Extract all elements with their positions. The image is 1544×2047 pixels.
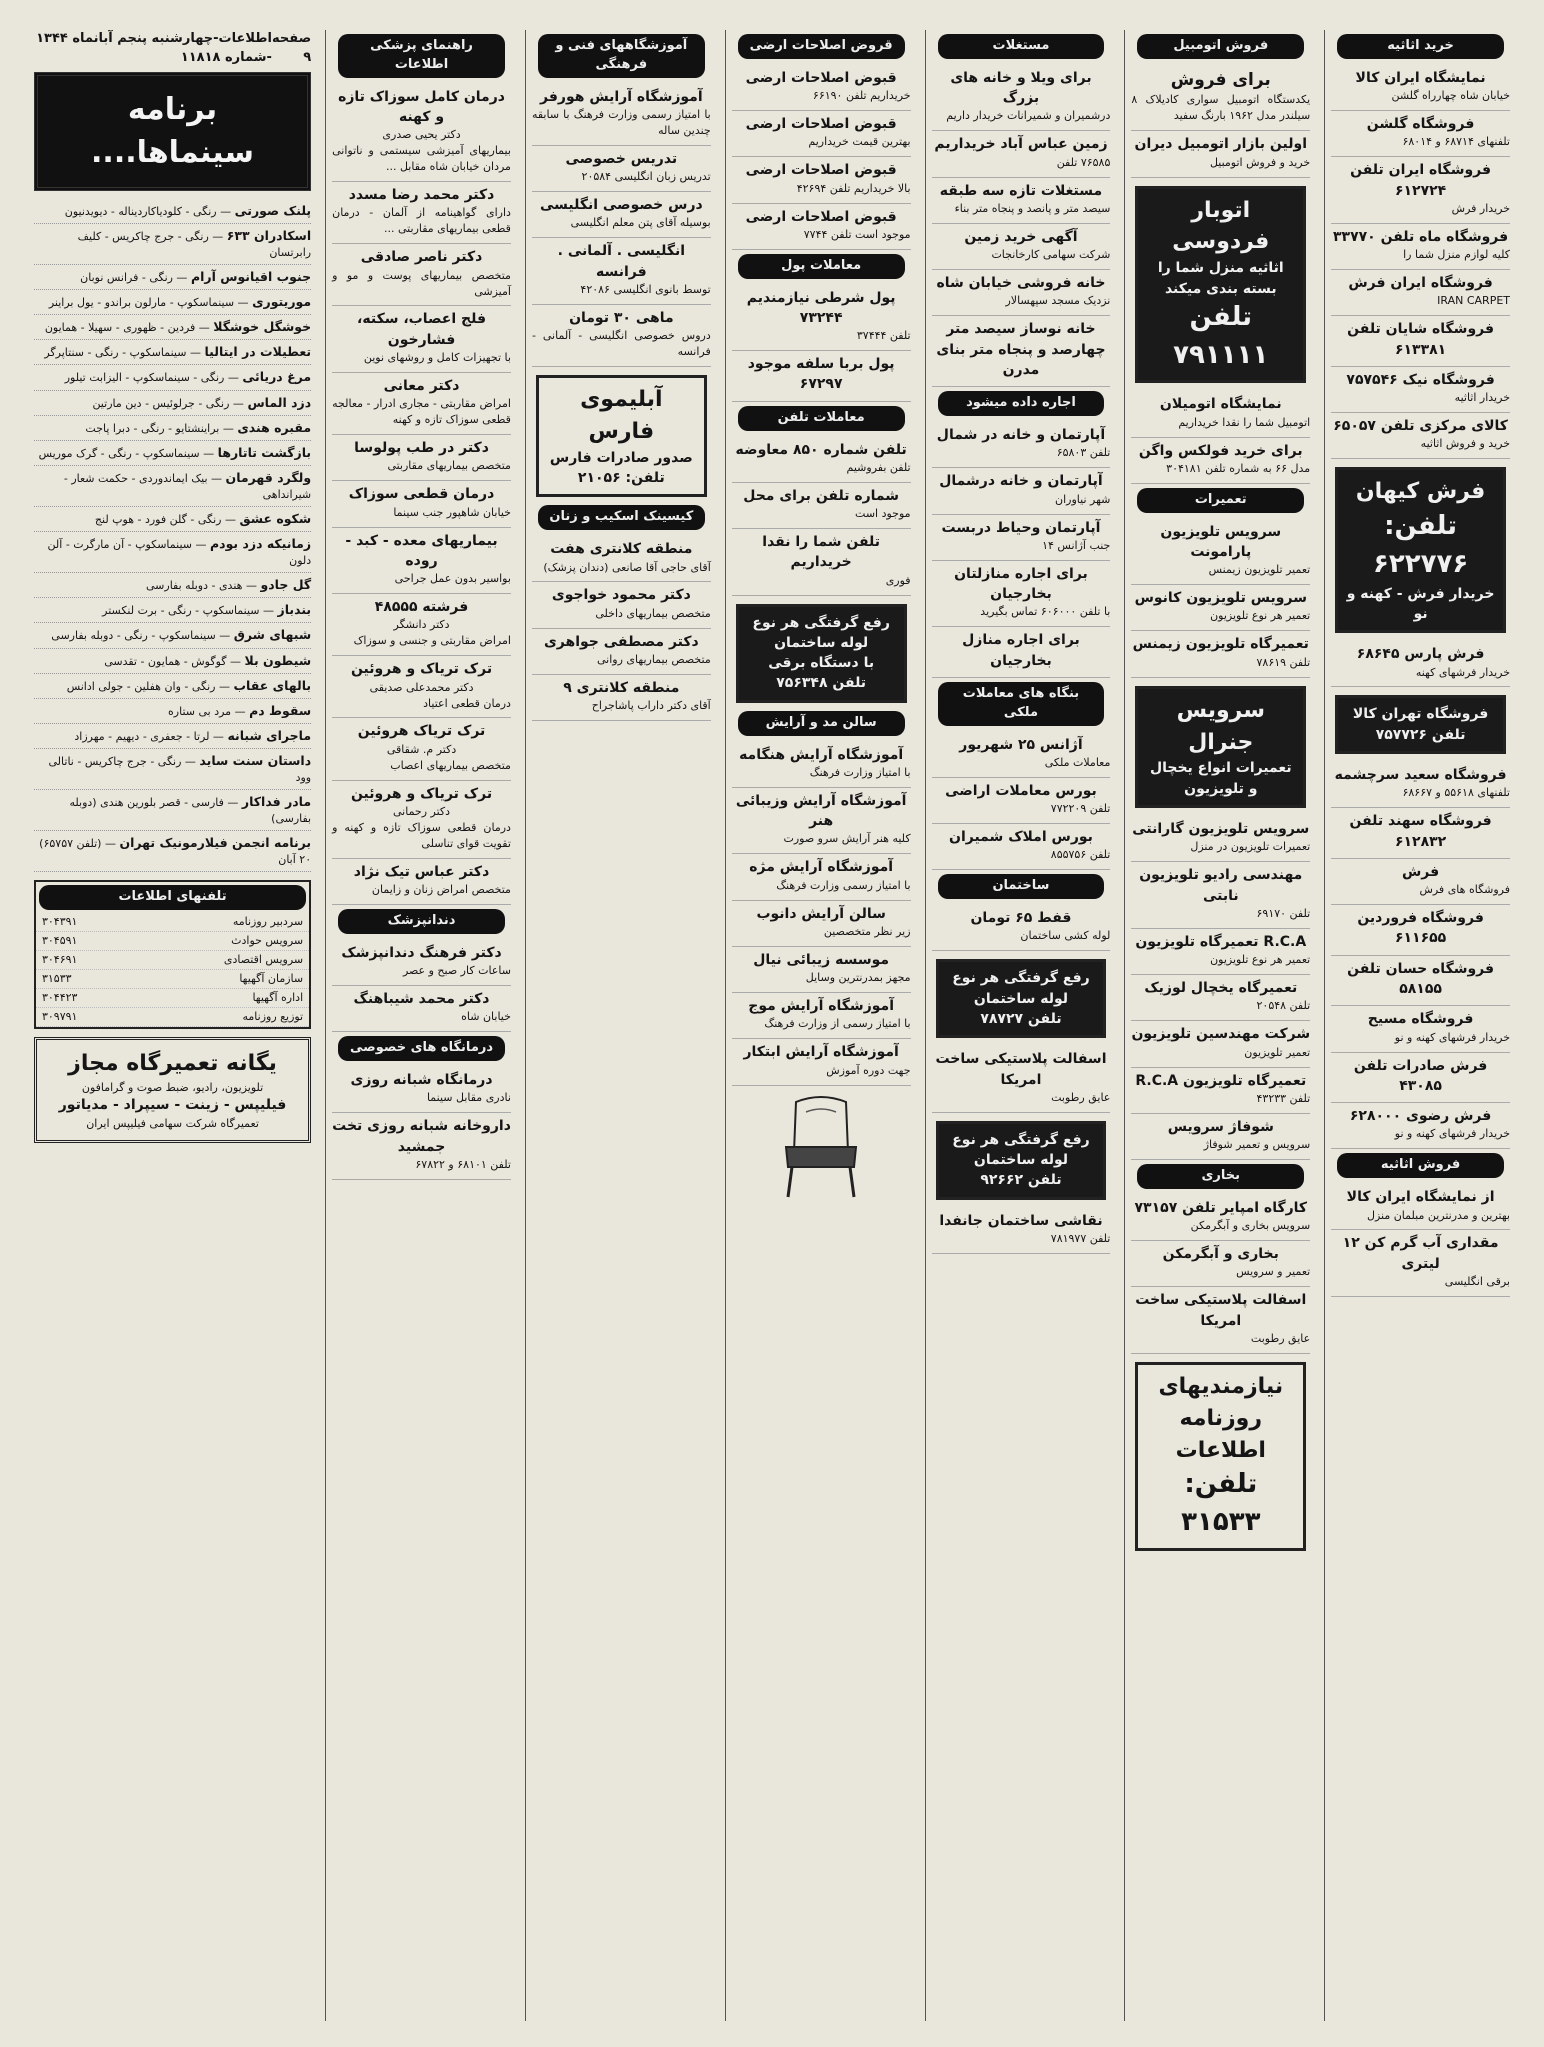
phone-number: ۳۰۴۶۹۱: [41, 952, 78, 966]
ad: فلج اعصاب، سکته، فشارخون با تجهیزات کامل و روشهای نوین: [332, 306, 511, 373]
ad: انگلیسی . آلمانی . فرانسه توسط بانوی انگلیسی ۴۲۰۸۶: [532, 238, 711, 305]
ad: منطقه کلانتری هفت آقای حاجی آقا صانعی (دندان پزشک): [532, 536, 711, 582]
cinema-film-name: بندباز: [277, 602, 312, 618]
fars-lemon-ad-box: آبلیموی فارس صدور صادرات فارس تلفن: ۲۱۰۵۶: [536, 375, 707, 497]
general-service-box: سرویس جنرال تعمیرات انواع یخچال و تلویزیون: [1135, 686, 1306, 808]
phone-label: سازمان آگهیها: [239, 971, 304, 985]
cinema-item: تعطیلات در ایتالیا — سینماسکوپ - رنگی - سنتاپرگر: [34, 340, 311, 365]
cinema-film-desc: لرتا - جعفری - دیهیم - مهرزاد: [74, 729, 210, 743]
page-number: صفحه ۹: [271, 31, 312, 65]
page-header: [34, 30, 311, 68]
phone-number: ۳۰۹۷۹۱: [41, 1009, 78, 1023]
ad: دکتر محمود خواجوی متخصص بیماریهای داخلی: [532, 582, 711, 628]
category-heaters: بخاری: [1137, 1164, 1304, 1189]
ad: اسفالت پلاستیکی ساخت امریکا عایق رطوبت: [1131, 1287, 1310, 1354]
ad: بیماریهای معده - کبد - روده بواسیر بدون عمل جراحی: [332, 528, 511, 595]
ad: فروشگاه حسان تلفن ۵۸۱۵۵: [1331, 956, 1510, 1007]
ad: درمان قطعی سوزاک خیابان شاهپور جنب سینما: [332, 481, 511, 527]
ad: از نمایشگاه ایران کالا بهترین و مدرنترین مبلمان منزل: [1331, 1184, 1510, 1230]
ad: درمانگاه شبانه روزی نادری مقابل سینما: [332, 1067, 511, 1113]
ad: فرش پارس ۶۸۶۴۵ خریدار فرشهای کهنه: [1331, 641, 1510, 687]
cinema-film-desc: رنگی - سینماسکوپ - الیزابت تیلور: [64, 371, 225, 385]
ad: پول بربا سلفه موجود ۶۷۲۹۷: [732, 351, 911, 402]
ad: سرویس تلویزیون کانوس تعمیر هر نوع تلویزیون: [1131, 585, 1310, 631]
ad: سالن آرایش دانوب زیر نظر متخصصین: [732, 901, 911, 947]
ad: پول شرطی نیازمندیم ۷۳۲۴۴ تلفن ۳۷۴۴۴: [732, 285, 911, 352]
cinema-film-desc: سینماسکوپ - مارلون براندو - یول براینر: [48, 296, 235, 309]
cinema-film-desc: رنگی - کلودیاکاردیناله - دیویدنیون: [64, 204, 217, 218]
ad: شوفاژ سرویس سرویس و تعمیر شوفاژ: [1131, 1114, 1310, 1160]
ad: دکتر عباس تیک نژاد متخصص امراض زنان و زایمان: [332, 859, 511, 905]
cinema-film-desc: هندی - دوبله بفارسی: [146, 579, 243, 593]
ad: فروشگاه گلشن تلفنهای ۶۸۷۱۴ و ۶۸۰۱۴: [1331, 111, 1510, 157]
cinema-film-name: دزد الماس: [247, 394, 312, 410]
cinema-film-name: پلنک صورتی: [234, 202, 312, 218]
cinema-item: برنامه انجمن فیلارمونیک تهران — (تلفن ۶۵۷۵۷) ۲۰ آبان: [34, 831, 311, 872]
cinema-film-name: مقبره هندی: [237, 419, 312, 435]
ad: اسفالت پلاستیکی ساخت امریکا عایق رطوبت: [932, 1046, 1111, 1113]
issue-date: اطلاعات-چهارشنبه پنجم آبانماه ۱۳۴۴ -شماره ۱۱۸۱۸: [36, 31, 272, 65]
ad: دکتر محمد شیباهنگ خیابان شاه: [332, 986, 511, 1032]
cinema-film-name: موریتوری: [252, 294, 312, 309]
ad: کارگاه امپایر تلفن ۷۳۱۵۷ سرویس بخاری و آبگرمکن: [1131, 1195, 1310, 1241]
cinema-item: بازگشت تاتارها — سینماسکوپ - رنگی - گرک موریس: [34, 441, 311, 466]
cinema-film-desc: رنگی - وان هفلین - جولی ادانس: [66, 679, 216, 693]
ad: نمایشگاه اتومیلان اتومبیل شما را نقدا خریداریم: [1131, 391, 1310, 437]
category-agencies: بنگاه های معاملات ملکی: [938, 682, 1105, 726]
ad: خانه نوساز سیصد متر چهارصد و پنجاه متر بنای مدرن: [932, 316, 1111, 387]
ad: آموزشگاه آرایش هورفر با امتیاز رسمی وزارت فرهنگ با سابقه چندین ساله: [532, 84, 711, 146]
pipe-ad-box-3: رفع گرفتگی هر نوع لوله ساختمان تلفن ۹۲۶۶۲: [936, 1121, 1107, 1200]
ad: برای ویلا و خانه های بزرگ درشمیران و شمیرانات خریدار داریم: [932, 65, 1111, 132]
ad: تعمیرگاه تلویزیون R.C.A تلفن ۴۳۲۳۳: [1131, 1068, 1310, 1114]
ad: خانه فروشی خیابان شاه نزدیک مسجد سپهسالار: [932, 270, 1111, 316]
ad: ترک تریاک و هروئین دکتر رحمانی درمان قطعی سوزاک تازه و کهنه و تقویت قوای تناسلی: [332, 781, 511, 859]
cinema-film-desc: رنگی - فرانس نوبان: [80, 270, 173, 284]
cinema-film-desc: (تلفن ۶۵۷۵۷) ۲۰ آبان: [39, 837, 312, 867]
phone-row: [36, 932, 309, 951]
pipe-ad-box: رفع گرفتگی هر نوع لوله ساختمان با دستگاه برقی تلفن ۷۵۶۳۴۸: [736, 604, 907, 703]
ad: تدریس خصوصی تدریس زبان انگلیسی ۲۰۵۸۴: [532, 146, 711, 192]
ad: مستغلات تازه سه طبقه سیصد متر و پانصد و پنجاه متر بناء: [932, 178, 1111, 224]
category-realestate: مستغلات: [938, 34, 1105, 59]
category-loans: قروض اصلاحات ارضی: [738, 34, 905, 59]
phone-row: [36, 989, 309, 1008]
moving-ad-box: اتوبار فردوسی اثاثیه منزل شما را بسته بندی میکند تلفن ۷۹۱۱۱۱: [1135, 186, 1306, 384]
ad: سرویس تلویزیون پارامونت تعمیر تلویزیون زیمنس: [1131, 519, 1310, 586]
category-rentals: اجاره داده میشود: [938, 391, 1105, 416]
cinema-film-desc: سینماسکوپ - رنگی - سنتاپرگر: [44, 346, 187, 360]
cinema-item: خوشگل خوشگلا — فردین - ظهوری - سهیلا - همایون: [34, 315, 311, 340]
category-autos: فروش اتومبیل: [1137, 34, 1304, 59]
philips-ad: [34, 1037, 311, 1143]
phone-number: ۳۰۴۳۹۱: [41, 915, 78, 929]
cinema-item: ماجرای شبانه — لرتا - جعفری - دیهیم - مهرزاد: [34, 724, 311, 749]
ad: ماهی ۳۰ تومان دروس خصوصی انگلیسی - آلمانی - فرانسه: [532, 305, 711, 367]
ad: آژانس ۲۵ شهریور معاملات ملکی: [932, 732, 1111, 778]
ad: R.C.A تعمیرگاه تلویزیون تعمیر هر نوع تلویزیون: [1131, 929, 1310, 975]
ad: تعمیرگاه تلویزیون زیمنس تلفن ۷۸۶۱۹: [1131, 631, 1310, 677]
philips-ad-title: یگانه تعمیرگاه مجاز: [68, 1050, 277, 1076]
column-realestate: [925, 30, 1117, 2021]
cinema-item: موریتوری — سینماسکوپ - مارلون براندو - یول براینر: [34, 290, 311, 315]
cinema-film-desc: مرد بی ستاره: [168, 704, 232, 718]
phone-label: سرویس اقتصادی: [223, 952, 304, 966]
cinema-item: بندباز — سینماسکوپ - رنگی - برت لنکستر: [34, 598, 311, 623]
ad: آموزشگاه آرایش مژه با امتیاز رسمی وزارت فرهنگ: [732, 854, 911, 900]
ad: فروشگاه سعید سرچشمه تلفنهای ۵۵۶۱۸ و ۶۸۶۶۷: [1331, 762, 1510, 808]
cinema-film-name: شکوه عشق: [239, 510, 312, 526]
cinema-item: شیطون بلا — گوگوش - همایون - تقدسی: [34, 649, 311, 674]
useful-phones-title: تلفنهای اطلاعات: [39, 885, 306, 910]
ad: ترک تریاک و هروئین دکتر محمدعلی صدیقی درمان قطعی اعتیاد: [332, 656, 511, 718]
cinema-film-desc: سینماسکوپ - رنگی - گرک موریس: [38, 446, 200, 460]
cinema-item: اسکادران ۶۳۳ — رنگی - جرج چاکریس - کلیف رابرتسان: [34, 224, 311, 265]
cinema-item: پلنک صورتی — رنگی - کلودیاکاردیناله - دیویدنیون: [34, 199, 311, 224]
ad: آپارتمان وحیاط دربست جنب آژانس ۱۴: [932, 515, 1111, 561]
ad: درمان کامل سوزاک تازه و کهنه دکتر یحیی صدری بیماریهای آمیزشی سیستمی و ناتوانی مردان خیابان شاه مقابل ...: [332, 84, 511, 182]
cinema-item: داستان سنت ساید — رنگی - جرج چاکریس - ناتالی وود: [34, 749, 311, 790]
category-medical: راهنمای پزشکی اطلاعات: [338, 34, 505, 78]
cinema-film-name: شیطون بلا: [244, 652, 312, 668]
cinema-film-name: شبهای شرق: [233, 627, 312, 643]
category-construction: ساختمان: [938, 874, 1105, 899]
ad: بورس معاملات اراضی تلفن ۷۷۲۲۰۹: [932, 778, 1111, 824]
ad: دکتر مصطفی جواهری متخصص بیماریهای روانی: [532, 629, 711, 675]
ad: قبوض اصلاحات ارضی بالا خریداریم تلفن ۴۲۶۹۴: [732, 157, 911, 203]
cinema-item: بالهای عقاب — رنگی - وان هفلین - جولی ادانس: [34, 674, 311, 699]
ad: آموزشگاه آرایش موج با امتیاز رسمی از وزارت فرهنگ: [732, 993, 911, 1039]
ad: مهندسی رادیو تلویزیون نابتی تلفن ۶۹۱۷۰: [1131, 862, 1310, 929]
philips-ad-items: تلویزیون، رادیو، ضبط صوت و گرامافون: [81, 1080, 264, 1094]
cinema-film-desc: سینماسکوپ - آن مارگرت - آلن دلون: [47, 538, 312, 568]
cinema-film-name: بازگشت تاتارها: [217, 444, 312, 460]
cinema-film-desc: فارسی - قصر بلورین هندی (دوبله بفارسی): [69, 796, 312, 826]
category-hospital: کیسینک اسکیب و زنان: [538, 505, 705, 530]
phone-label: سرویس حوادث: [231, 933, 304, 947]
ad: دکتر محمد رضا مسدد دارای گواهینامه از آلمان - درمان قطعی بیماریهای مقاربتی ...: [332, 182, 511, 244]
ad: ترک تریاک هروئین دکتر م. شقاقی متخصص بیماریهای اعصاب: [332, 718, 511, 780]
cinema-film-desc: بیک ایماندوردی - حکمت شعار - شیرانداهی: [63, 471, 312, 501]
ad: موسسه زیبائی نیال مجهز بمدرنترین وسایل: [732, 947, 911, 993]
ad: فرشته ۴۸۵۵۵ دکتر دانشگر امراض مقاربتی و جنسی و سوزاک: [332, 594, 511, 656]
cinema-film-name: جنوب اقیانوس آرام: [190, 268, 312, 284]
cinema-item: ولگرد قهرمان — بیک ایماندوردی - حکمت شعار - شیرانداهی: [34, 466, 311, 507]
phone-row: [36, 913, 309, 932]
cinema-film-desc: گوگوش - همایون - تقدسی: [104, 654, 227, 668]
ad: فروشگاه سهند تلفن ۶۱۲۸۳۲: [1331, 808, 1510, 859]
ad: تلفن شما را نقدا خریداریم فوری: [732, 529, 911, 596]
phone-label: سردبیر روزنامه: [232, 915, 304, 929]
ad: آپارتمان و خانه درشمال شهر نیاوران: [932, 468, 1111, 514]
ad: شماره تلفن برای محل موجود است: [732, 483, 911, 529]
ad: فروشگاه مسیح خریدار فرشهای کهنه و نو: [1331, 1006, 1510, 1052]
cinema-film-name: گل جادو: [260, 577, 312, 593]
cinema-film-name: سقوط دم: [249, 702, 312, 718]
phone-label: اداره آگهیها: [252, 990, 304, 1004]
ad: تلفن شماره ۸۵۰ معاوضه تلفن بفروشیم: [732, 437, 911, 483]
ad: مقداری آب گرم کن ۱۲ لیتری برقی انگلیسی: [1331, 1230, 1510, 1297]
cinema-item: شکوه عشق — رنگی - گلن فورد - هوپ لنج: [34, 507, 311, 532]
category-beauty: سالن مد و آرایش: [738, 711, 905, 736]
cinema-film-name: داستان سنت ساید: [199, 753, 312, 768]
phone-row: [36, 951, 309, 970]
ad: دکتر معانی امراض مقاربتی - مجاری ادرار - معالجه قطعی سوزاک تازه و کهنه: [332, 373, 511, 435]
ad: نمایشگاه ایران کالا خیابان شاه چهارراه گلشن: [1331, 65, 1510, 111]
cinema-film-desc: رنگی - جرج چاکریس - ناتالی وود: [48, 755, 312, 785]
category-dentist: دندانپزشک: [338, 909, 505, 934]
newspaper-classifieds-box: نیازمندیهای روزنامه اطلاعات تلفن: ۳۱۵۳۳: [1135, 1362, 1306, 1551]
cinema-film-name: بالهای عقاب: [233, 677, 312, 693]
ad: برای فروش یکدستگاه اتومبیل سواری کادیلاک ۸ سیلندر مدل ۱۹۶۲ بارنگ سفید: [1131, 65, 1310, 132]
cinema-film-desc: سینماسکوپ - رنگی - برت لنکستر: [102, 604, 260, 618]
cinema-item: گل جادو — هندی - دوبله بفارسی: [34, 573, 311, 598]
category-money: معاملات پول: [738, 254, 905, 279]
category-purchase: خرید اثاثیه: [1337, 34, 1504, 59]
cinema-film-name: ماجرای شبانه: [227, 727, 312, 743]
column-purchase: [1324, 30, 1516, 2021]
cinema-film-name: زمانیکه دزد بودم: [210, 536, 312, 552]
phone-row: [36, 1008, 309, 1027]
phone-number: ۳۱۵۳۳: [41, 971, 72, 985]
cinema-item: سقوط دم — مرد بی ستاره: [34, 699, 311, 724]
cinema-film-desc: رنگی - گلن فورد - هوپ لنج: [94, 512, 222, 526]
ad: آموزشگاه آرایش هنگامه با امتیاز وزارت فرهنگ: [732, 742, 911, 788]
category-repairs: تعمیرات: [1137, 488, 1304, 513]
ad: برای اجاره منازل بخارجیان: [932, 627, 1111, 678]
carpet-ad-box: فرش کیهان تلفن: ۶۲۲۷۷۶ خریدار فرش - کهنه و نو: [1335, 467, 1506, 633]
cinema-item: مادر فداکار — فارسی - قصر بلورین هندی (دوبله بفارسی): [34, 790, 311, 831]
ad: آگهی خرید زمین شرکت سهامی کارخانجات: [932, 224, 1111, 270]
useful-phones: [34, 880, 311, 1028]
philips-ad-makes: فیلیپس - زینت - سیپراد - مدیاتور: [58, 1097, 287, 1114]
ad: آموزشگاه آرایش وزیبائی هنر کلیه هنر آرایش سرو صورت: [732, 788, 911, 855]
phone-rows: [36, 913, 309, 1027]
cinema-film-desc: سینماسکوپ - رنگی - دوبله بفارسی: [51, 629, 216, 643]
ad: قبوض اصلاحات ارضی خریداریم تلفن ۶۶۱۹۰: [732, 65, 911, 111]
cinema-item: مقبره هندی — براینشتایو - رنگی - دبرا پاجت: [34, 416, 311, 441]
ad: کالای مرکزی تلفن ۶۵۰۵۷ خرید و فروش اثاثیه: [1331, 413, 1510, 459]
cinema-film-name: خوشگل خوشگلا: [213, 319, 312, 335]
category-clinics: درمانگاه های خصوصی: [338, 1036, 505, 1061]
ad: بورس املاک شمیران تلفن ۸۵۵۷۵۶: [932, 824, 1111, 870]
ad: قفط ۶۵ تومان لوله کشی ساختمان: [932, 905, 1111, 951]
ad: قبوض اصلاحات ارضی موجود است تلفن ۷۷۴۴: [732, 204, 911, 250]
cinema-item: مرغ دریائی — رنگی - سینماسکوپ - الیزابت تیلور: [34, 365, 311, 390]
ad: دکتر در طب پولوسا متخصص بیماریهای مقاربتی: [332, 435, 511, 481]
ad: فروشگاه ایران فرش IRAN CARPET: [1331, 270, 1510, 316]
cinema-list: [34, 199, 311, 873]
armchair-illustration: [776, 1092, 866, 1202]
category-sale: فروش اثاثیه: [1337, 1153, 1504, 1178]
column-cinema: [28, 30, 317, 2021]
cinema-film-desc: براینشتایو - رنگی - دبرا پاجت: [85, 421, 220, 435]
phone-label: توزیع روزنامه: [242, 1009, 304, 1023]
cinema-item: دزد الماس — رنگی - جرلوئیس - دین مارتین: [34, 391, 311, 416]
category-schools: آموزشگاههای فنی و فرهنگی: [538, 34, 705, 78]
ad: فروشگاه ایران تلفن ۶۱۲۷۲۴ خریدار فرش: [1331, 157, 1510, 224]
cinema-film-desc: رنگی - جرلوئیس - دین مارتین: [92, 396, 230, 410]
column-loans: [725, 30, 917, 2021]
ad: بخاری و آبگرمکن تعمیر و سرویس: [1131, 1241, 1310, 1287]
ad: آموزشگاه آرایش ابتکار جهت دوره آموزش: [732, 1039, 911, 1085]
cinema-film-name: اسکادران ۶۳۳: [226, 227, 312, 243]
ad: فرش فروشگاه های فرش: [1331, 859, 1510, 905]
ad: فروشگاه فروردین ۶۱۱۶۵۵: [1331, 905, 1510, 956]
cinema-film-name: تعطیلات در ایتالیا: [204, 344, 312, 360]
ad: داروخانه شبانه روزی تخت جمشید تلفن ۶۸۱۰۱ و ۶۷۸۲۲: [332, 1113, 511, 1180]
cinema-banner: برنامه سینماها....: [34, 72, 311, 191]
ad: قبوض اصلاحات ارضی بهترین قیمت خریداریم: [732, 111, 911, 157]
cinema-film-name: مادر فداکار: [241, 794, 312, 810]
ad: دکتر ناصر صادقی متخصص بیماریهای پوست و مو و آمیزشی: [332, 244, 511, 306]
cinema-film-name: برنامه انجمن فیلارمونیک تهران: [119, 835, 312, 851]
ad: دکتر فرهنگ دندانپزشک ساعات کار صبح و عصر: [332, 940, 511, 986]
ad: سرویس تلویزیون گارانتی تعمیرات تلویزیون در منزل: [1131, 816, 1310, 862]
phone-number: ۳۰۴۴۲۳: [41, 990, 78, 1004]
column-medical: [325, 30, 517, 2021]
phone-number: ۳۰۴۵۹۱: [41, 933, 78, 947]
cinema-film-desc: فردین - ظهوری - سهیلا - همایون: [44, 321, 196, 335]
category-phones-trade: معاملات تلفن: [738, 406, 905, 431]
ad: فرش صادرات تلفن ۴۳۰۸۵: [1331, 1053, 1510, 1104]
ad: فروشگاه نیک ۷۵۷۵۴۶ خریدار اثاثیه: [1331, 367, 1510, 413]
ad: درس خصوصی انگلیسی بوسیله آقای پتن معلم انگلیسی: [532, 192, 711, 238]
ad: اولین بازار اتومبیل دیران خرید و فروش اتومبیل: [1131, 131, 1310, 177]
ad: زمین عباس آباد خریداریم ۷۶۵۸۵ تلفن: [932, 131, 1111, 177]
column-schools: [525, 30, 717, 2021]
cinema-item: جنوب اقیانوس آرام — رنگی - فرانس نوبان: [34, 265, 311, 290]
ad: نقاشی ساختمان جانفدا تلفن ۷۸۱۹۷۷: [932, 1208, 1111, 1254]
philips-ad-footer: تعمیرگاه شرکت سهامی فیلیپس ایران: [86, 1116, 259, 1130]
ad: منطقه کلانتری ۹ آقای دکتر داراب پاشاجراح: [532, 675, 711, 721]
pipe-ad-box-2: رفع گرفتگی هر نوع لوله ساختمان تلفن ۷۸۷۲۷: [936, 959, 1107, 1038]
cinema-item: شبهای شرق — سینماسکوپ - رنگی - دوبله بفارسی: [34, 623, 311, 648]
cinema-film-desc: رنگی - جرج چاکریس - کلیف رابرتسان: [77, 229, 312, 259]
ad: برای اجاره منازلتان بخارجیان با تلفن ۶۰۶۰۰۰ تماس بگیرید: [932, 561, 1111, 628]
ad: فروشگاه ماه تلفن ۳۳۷۷۰ کلیه لوازم منزل شما را: [1331, 224, 1510, 270]
ad: فرش رضوی ۶۲۸۰۰۰ خریدار فرشهای کهنه و نو: [1331, 1103, 1510, 1149]
phone-row: [36, 970, 309, 989]
columns: [28, 30, 1516, 2021]
ad: برای خرید فولکس واگن مدل ۶۶ به شماره تلفن ۳۰۴۱۸۱: [1131, 438, 1310, 484]
ad: شرکت مهندسین تلویزیون تعمیر تلویزیون: [1131, 1021, 1310, 1067]
cinema-item: زمانیکه دزد بودم — سینماسکوپ - آن مارگرت - آلن دلون: [34, 532, 311, 573]
ad: تعمیرگاه یخچال لوزیک تلفن ۲۰۵۴۸: [1131, 975, 1310, 1021]
ad: فروشگاه شایان تلفن ۶۱۳۳۸۱: [1331, 316, 1510, 367]
column-autos: [1124, 30, 1316, 2021]
ad: آپارتمان و خانه در شمال تلفن ۶۵۸۰۳: [932, 422, 1111, 468]
cinema-film-name: مرغ دریائی: [242, 369, 312, 385]
cinema-film-name: ولگرد قهرمان: [225, 469, 312, 485]
tehran-kala-box: فروشگاه تهران کالا تلفن ۷۵۷۷۲۶: [1335, 695, 1506, 754]
